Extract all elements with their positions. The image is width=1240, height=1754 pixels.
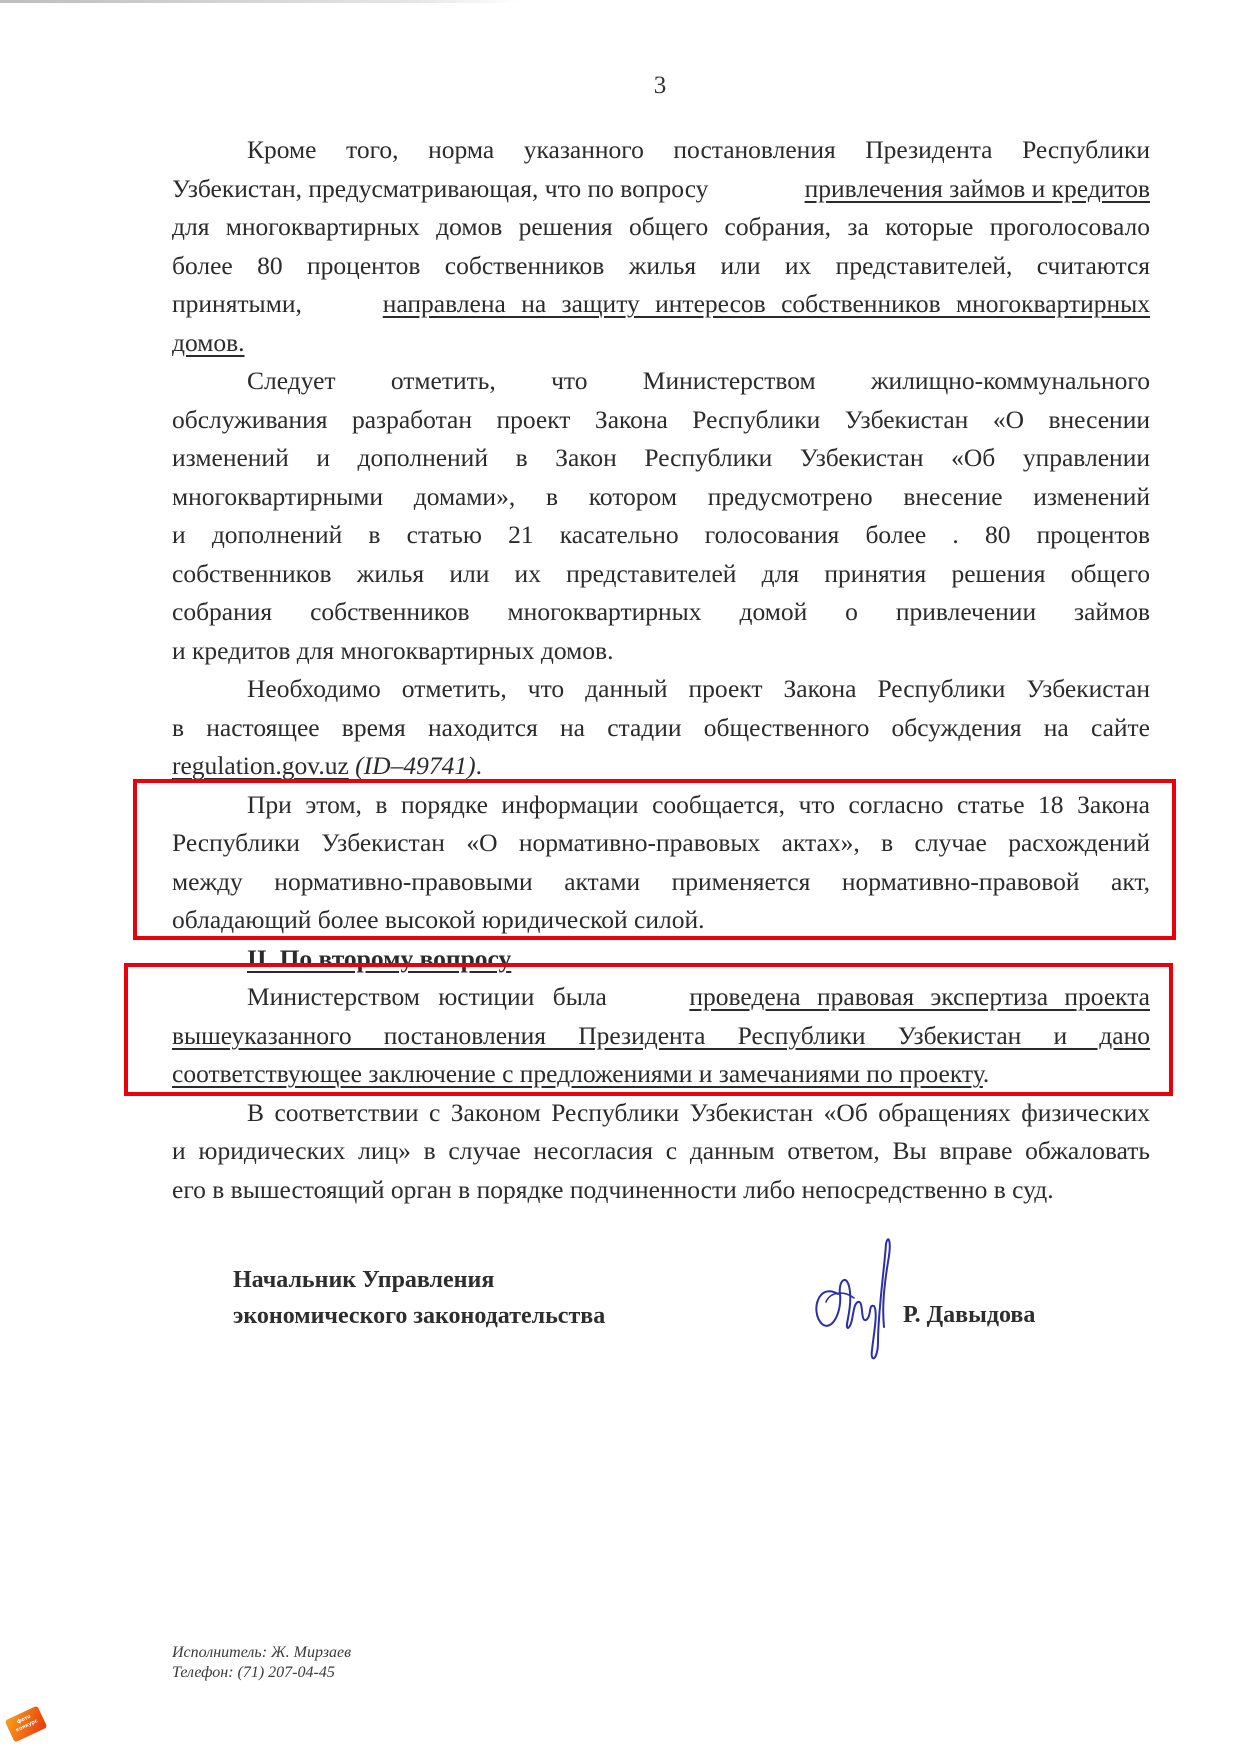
- text-segment: Узбекистан, предусматривающая, что по вопросу: [172, 173, 709, 203]
- underlined-text: проведена правовая экспертиза проекта: [689, 982, 1150, 1011]
- document-id: (ID–49741): [355, 751, 476, 780]
- text-segment: .: [475, 751, 482, 780]
- highlight-box-2: [124, 963, 1173, 1096]
- signatory-title-line-2: экономического законодательства: [233, 1303, 606, 1329]
- text-line: [172, 324, 1150, 363]
- text-segment: .: [982, 1059, 990, 1088]
- highlight-box-1: [133, 779, 1176, 940]
- page-number: 3: [653, 72, 667, 99]
- website-link[interactable]: regulation.gov.uz: [172, 751, 349, 780]
- text-line: При этом, в порядке информации сообщается, что согласно статье 18 Закона: [247, 789, 1150, 819]
- text-line: и дополнений в статью 21 касательно голосования более . 80 процентов: [172, 520, 1150, 549]
- text-line: Следует отметить, что Министерством жилищно-коммунального: [247, 366, 1150, 395]
- text-line: В соответствии с Законом Республики Узбекистан «Об обращениях физических: [247, 1097, 1150, 1127]
- text-line: изменений и дополнений в Закон Республики Узбекистан «Об управлении: [172, 443, 1150, 472]
- logo-text: фото конкурс: [14, 1713, 39, 1734]
- paragraph-6: [172, 1094, 1150, 1210]
- executor-name: Исполнитель: Ж. Мирзаев: [172, 1644, 352, 1661]
- text-line: между нормативно-правовыми актами применяется нормативно-правовой акт,: [172, 866, 1150, 896]
- text-line: в настоящее время находится на стадии общественного обсуждения на сайте: [172, 712, 1150, 742]
- text-line: [172, 170, 1150, 209]
- section-heading: II. По второму вопросу: [247, 943, 512, 973]
- paragraph-3: [172, 670, 1150, 786]
- signatory-title: [233, 1262, 606, 1334]
- text-line: и кредитов для многоквартирных домов.: [172, 635, 614, 665]
- underlined-text: направлена на защиту интересов собственников многоквартирных: [382, 289, 1150, 318]
- text-line: собственников жилья или их представителей для принятия решения общего: [172, 558, 1150, 588]
- text-line: более 80 процентов собственников жилья или их представителей, считаются: [172, 250, 1150, 280]
- underlined-text: домов.: [172, 327, 245, 357]
- paragraph-1: [172, 131, 1150, 362]
- text-line: обслуживания разработан проект Закона Республики Узбекистан «О внесении: [172, 404, 1150, 434]
- executor-phone: Телефон: (71) 207-04-45: [172, 1664, 335, 1681]
- text-line: и юридических лиц» в случае несогласия с данным ответом, Вы вправе обжаловать: [172, 1136, 1150, 1165]
- text-line: для многоквартирных домов решения общего собрания, за которые проголосовало: [172, 212, 1150, 241]
- signatory-name: Р. Давыдова: [903, 1302, 1036, 1328]
- text-line: Кроме того, норма указанного постановления Президента Республики: [247, 135, 1150, 164]
- text-line: обладающий более высокой юридической силой.: [172, 905, 705, 934]
- signatory-title-line-1: Начальник Управления: [233, 1267, 495, 1293]
- underlined-text: вышеуказанного постановления Президента Республики Узбекистан и дано: [172, 1020, 1150, 1050]
- watermark-logo: [5, 1706, 48, 1743]
- underlined-text: соответствующее заключение с предложениями и замечаниями по проекту: [172, 1059, 983, 1088]
- text-line: его в вышестоящий орган в порядке подчиненности либо непосредственно в суд.: [172, 1174, 1054, 1204]
- text-segment: Министерством юстиции была: [247, 982, 607, 1011]
- text-line: Республики Узбекистан «О нормативно-правовых актах», в случае расхождений: [172, 828, 1150, 857]
- text-line: [172, 285, 1150, 324]
- text-line: собрания собственников многоквартирных домой о привлечении займов: [172, 597, 1150, 626]
- paragraph-2: [172, 362, 1150, 670]
- text-segment: принятыми,: [172, 289, 302, 318]
- footer-executor-info: [172, 1643, 351, 1683]
- text-line: многоквартирными домами», в котором предусмотрено внесение изменений: [172, 481, 1150, 511]
- text-line: Необходимо отметить, что данный проект Закона Республики Узбекистан: [247, 674, 1150, 703]
- underlined-text: привлечения займов и кредитов: [804, 173, 1150, 203]
- handwritten-signature-icon: [808, 1232, 898, 1370]
- scan-edge-line: [0, 0, 520, 3]
